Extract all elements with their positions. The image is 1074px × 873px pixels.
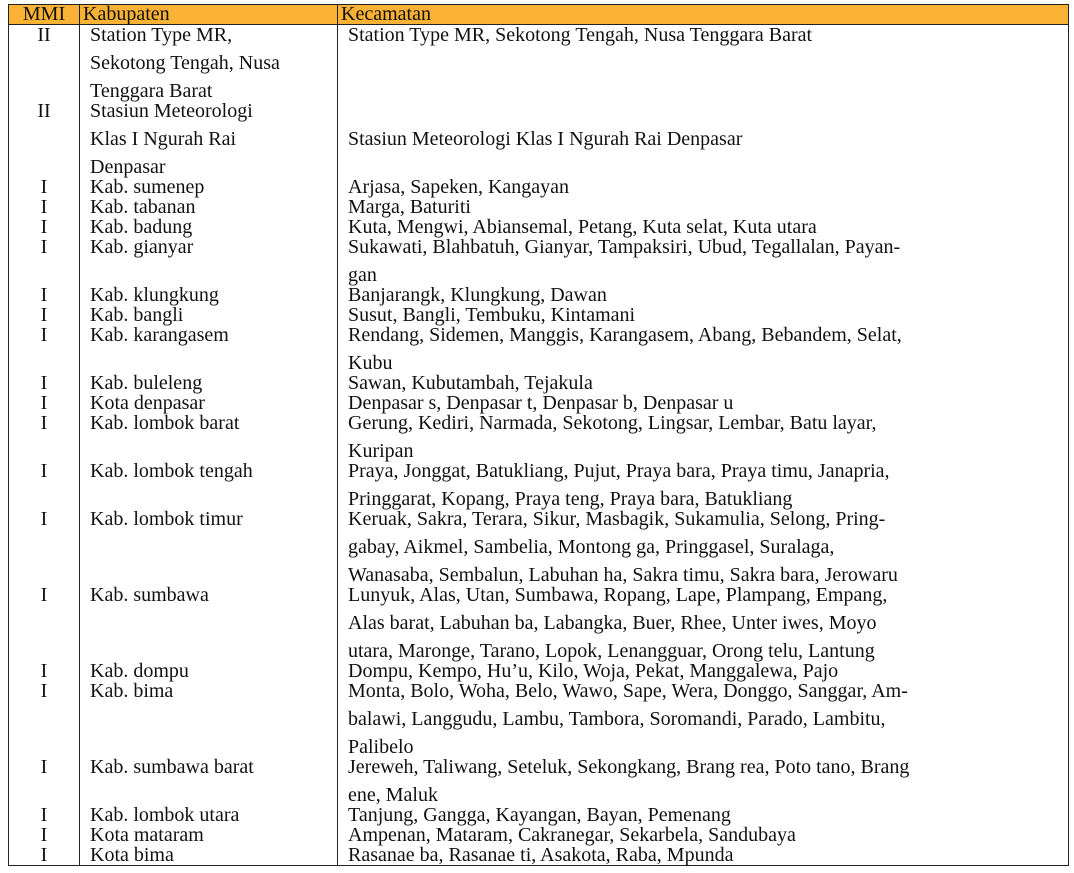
kabupaten-cell — [80, 373, 338, 393]
intensity-table — [8, 4, 1069, 866]
kabupaten-cell — [80, 585, 338, 661]
kecamatan-line: Rasanae ba, Rasanae ti, Asakota, Raba, Mpunda — [348, 844, 734, 866]
header-row — [9, 5, 1069, 25]
kecamatan-line: Lunyuk, Alas, Utan, Sumbawa, Ropang, Lape, Plampang, Empang, — [348, 584, 888, 606]
table-row — [9, 101, 1069, 177]
mmi-cell: I — [9, 217, 80, 237]
kecamatan-cell — [338, 805, 1069, 825]
kecamatan-cell — [338, 177, 1069, 197]
kabupaten-cell — [80, 197, 338, 217]
kabupaten-cell — [80, 101, 338, 177]
kecamatan-cell — [338, 237, 1069, 285]
kecamatan-line: ene, Maluk — [348, 784, 438, 806]
kecamatan-cell — [338, 325, 1069, 373]
mmi-cell: II — [9, 101, 80, 177]
kecamatan-line: Praya, Jonggat, Batukliang, Pujut, Praya bara, Praya timu, Janapria, — [348, 460, 890, 482]
kabupaten-line: Kab. tabanan — [90, 196, 196, 218]
table-body — [9, 25, 1069, 866]
mmi-cell: I — [9, 197, 80, 217]
kabupaten-cell — [80, 461, 338, 509]
kecamatan-cell — [338, 585, 1069, 661]
kecamatan-line: Station Type MR, Sekotong Tengah, Nusa Tenggara Barat — [348, 24, 813, 46]
kabupaten-line: Kab. lombok timur — [90, 508, 243, 530]
kecamatan-cell — [338, 197, 1069, 217]
kecamatan-line: Sawan, Kubutambah, Tejakula — [348, 372, 593, 394]
table-row — [9, 805, 1069, 825]
kabupaten-line: Kab. buleleng — [90, 372, 203, 394]
kecamatan-cell — [338, 305, 1069, 325]
kabupaten-line: Kab. lombok tengah — [90, 460, 253, 482]
kecamatan-line: Susut, Bangli, Tembuku, Kintamani — [348, 304, 636, 326]
kabupaten-cell — [80, 825, 338, 845]
mmi-cell: I — [9, 305, 80, 325]
kabupaten-line: Kab. badung — [90, 216, 193, 238]
kecamatan-line: utara, Maronge, Tarano, Lopok, Lenangguar, Orong telu, Lantung — [348, 640, 875, 662]
mmi-cell: I — [9, 757, 80, 805]
table-row — [9, 845, 1069, 866]
kecamatan-cell — [338, 373, 1069, 393]
kecamatan-line: Wanasaba, Sembalun, Labuhan ha, Sakra timu, Sakra bara, Jerowaru — [348, 564, 898, 586]
kabupaten-line: Kota denpasar — [90, 392, 205, 414]
mmi-cell: I — [9, 661, 80, 681]
kabupaten-line: Kab. sumbawa — [90, 584, 209, 606]
kabupaten-cell — [80, 845, 338, 866]
kecamatan-line: Kuta, Mengwi, Abiansemal, Petang, Kuta selat, Kuta utara — [348, 216, 817, 238]
kecamatan-line: gan — [348, 264, 377, 286]
kabupaten-line: Klas I Ngurah Rai — [90, 128, 237, 150]
table-row — [9, 197, 1069, 217]
mmi-cell: I — [9, 237, 80, 285]
kecamatan-line: Sukawati, Blahbatuh, Gianyar, Tampaksiri, Ubud, Tegallalan, Payan- — [348, 236, 901, 258]
table-header — [9, 5, 1069, 25]
table-row — [9, 237, 1069, 285]
table-row — [9, 681, 1069, 757]
kabupaten-cell — [80, 393, 338, 413]
kabupaten-line: Tenggara Barat — [90, 80, 213, 102]
kecamatan-cell — [338, 661, 1069, 681]
mmi-cell: I — [9, 585, 80, 661]
kecamatan-cell — [338, 285, 1069, 305]
kabupaten-line: Kab. sumbawa barat — [90, 756, 254, 778]
kecamatan-line: Dompu, Kempo, Hu’u, Kilo, Woja, Pekat, Manggalewa, Pajo — [348, 660, 839, 682]
kecamatan-line: Arjasa, Sapeken, Kangayan — [348, 176, 570, 198]
mmi-cell: I — [9, 805, 80, 825]
kecamatan-line: Kubu — [348, 352, 393, 374]
table-row — [9, 285, 1069, 305]
kabupaten-cell — [80, 305, 338, 325]
table-row — [9, 757, 1069, 805]
header-kabupaten: Kabupaten — [80, 5, 338, 25]
kabupaten-cell — [80, 681, 338, 757]
kecamatan-line: Marga, Baturiti — [348, 196, 471, 218]
mmi-cell: I — [9, 845, 80, 866]
kabupaten-cell — [80, 661, 338, 681]
kecamatan-line: Keruak, Sakra, Terara, Sikur, Masbagik, Sukamulia, Selong, Pring- — [348, 508, 886, 530]
kecamatan-line: Tanjung, Gangga, Kayangan, Bayan, Pemenang — [348, 804, 731, 826]
mmi-cell: I — [9, 825, 80, 845]
kecamatan-cell — [338, 845, 1069, 866]
kecamatan-cell — [338, 25, 1069, 102]
table-row — [9, 825, 1069, 845]
kecamatan-line: Denpasar s, Denpasar t, Denpasar b, Denpasar u — [348, 392, 734, 414]
kabupaten-line: Denpasar — [90, 156, 166, 178]
kecamatan-line: Monta, Bolo, Woha, Belo, Wawo, Sape, Wera, Donggo, Sanggar, Am- — [348, 680, 908, 702]
kabupaten-line: Kab. sumenep — [90, 176, 205, 198]
kabupaten-cell — [80, 237, 338, 285]
kecamatan-cell — [338, 101, 1069, 177]
kabupaten-line: Kota mataram — [90, 824, 204, 846]
mmi-cell: I — [9, 373, 80, 393]
table-row — [9, 177, 1069, 197]
kabupaten-line: Kab. dompu — [90, 660, 189, 682]
kabupaten-line: Kab. gianyar — [90, 236, 194, 258]
table-row — [9, 461, 1069, 509]
table-row — [9, 413, 1069, 461]
kecamatan-line: Kuripan — [348, 440, 414, 462]
kecamatan-line: Rendang, Sidemen, Manggis, Karangasem, Abang, Bebandem, Selat, — [348, 324, 902, 346]
header-mmi: MMI — [9, 5, 80, 25]
mmi-cell: I — [9, 177, 80, 197]
kecamatan-line: Jereweh, Taliwang, Seteluk, Sekongkang, Brang rea, Poto tano, Brang — [348, 756, 910, 778]
kabupaten-cell — [80, 217, 338, 237]
mmi-cell: II — [9, 25, 80, 102]
kecamatan-cell — [338, 461, 1069, 509]
mmi-cell: I — [9, 461, 80, 509]
table-row — [9, 373, 1069, 393]
kecamatan-cell — [338, 217, 1069, 237]
kecamatan-cell — [338, 413, 1069, 461]
kecamatan-cell — [338, 509, 1069, 585]
kabupaten-line: Kab. lombok utara — [90, 804, 240, 826]
kecamatan-line: Palibelo — [348, 736, 414, 758]
kecamatan-cell — [338, 393, 1069, 413]
kabupaten-line: Kota bima — [90, 844, 174, 866]
kabupaten-line: Kab. klungkung — [90, 284, 219, 306]
table-row — [9, 585, 1069, 661]
kecamatan-line: Alas barat, Labuhan ba, Labangka, Buer, Rhee, Unter iwes, Moyo — [348, 612, 877, 634]
mmi-cell: I — [9, 413, 80, 461]
kabupaten-line: Kab. lombok barat — [90, 412, 240, 434]
kabupaten-cell — [80, 177, 338, 197]
table-row — [9, 393, 1069, 413]
kecamatan-line: Stasiun Meteorologi Klas I Ngurah Rai Denpasar — [348, 128, 743, 150]
table-row — [9, 217, 1069, 237]
kabupaten-cell — [80, 509, 338, 585]
kecamatan-line: Gerung, Kediri, Narmada, Sekotong, Lingsar, Lembar, Batu layar, — [348, 412, 877, 434]
mmi-cell: I — [9, 393, 80, 413]
mmi-cell: I — [9, 681, 80, 757]
kecamatan-line: Ampenan, Mataram, Cakranegar, Sekarbela, Sandubaya — [348, 824, 796, 846]
kabupaten-cell — [80, 805, 338, 825]
mmi-cell: I — [9, 285, 80, 305]
kabupaten-line: Sekotong Tengah, Nusa — [90, 52, 280, 74]
table-row — [9, 25, 1069, 102]
table-row — [9, 325, 1069, 373]
mmi-cell: I — [9, 325, 80, 373]
kabupaten-cell — [80, 325, 338, 373]
table-row — [9, 509, 1069, 585]
kecamatan-line: Banjarangk, Klungkung, Dawan — [348, 284, 607, 306]
kabupaten-line: Kab. bima — [90, 680, 174, 702]
kecamatan-cell — [338, 825, 1069, 845]
kecamatan-line — [348, 101, 1068, 121]
kecamatan-line: balawi, Langgudu, Lambu, Tambora, Soromandi, Parado, Lambitu, — [348, 708, 886, 730]
table-row — [9, 305, 1069, 325]
kecamatan-cell — [338, 757, 1069, 805]
kecamatan-line: Pringgarat, Kopang, Praya teng, Praya bara, Batukliang — [348, 488, 793, 510]
kabupaten-line: Kab. karangasem — [90, 324, 229, 346]
kabupaten-cell — [80, 757, 338, 805]
kabupaten-line: Stasiun Meteorologi — [90, 100, 253, 122]
kecamatan-line: gabay, Aikmel, Sambelia, Montong ga, Pringgasel, Suralaga, — [348, 536, 835, 558]
kecamatan-cell — [338, 681, 1069, 757]
table-row — [9, 661, 1069, 681]
mmi-cell: I — [9, 509, 80, 585]
kabupaten-cell — [80, 413, 338, 461]
kabupaten-line: Kab. bangli — [90, 304, 184, 326]
kabupaten-line: Station Type MR, — [90, 24, 233, 46]
kabupaten-cell — [80, 25, 338, 102]
kabupaten-cell — [80, 285, 338, 305]
header-kecamatan: Kecamatan — [338, 5, 1069, 25]
